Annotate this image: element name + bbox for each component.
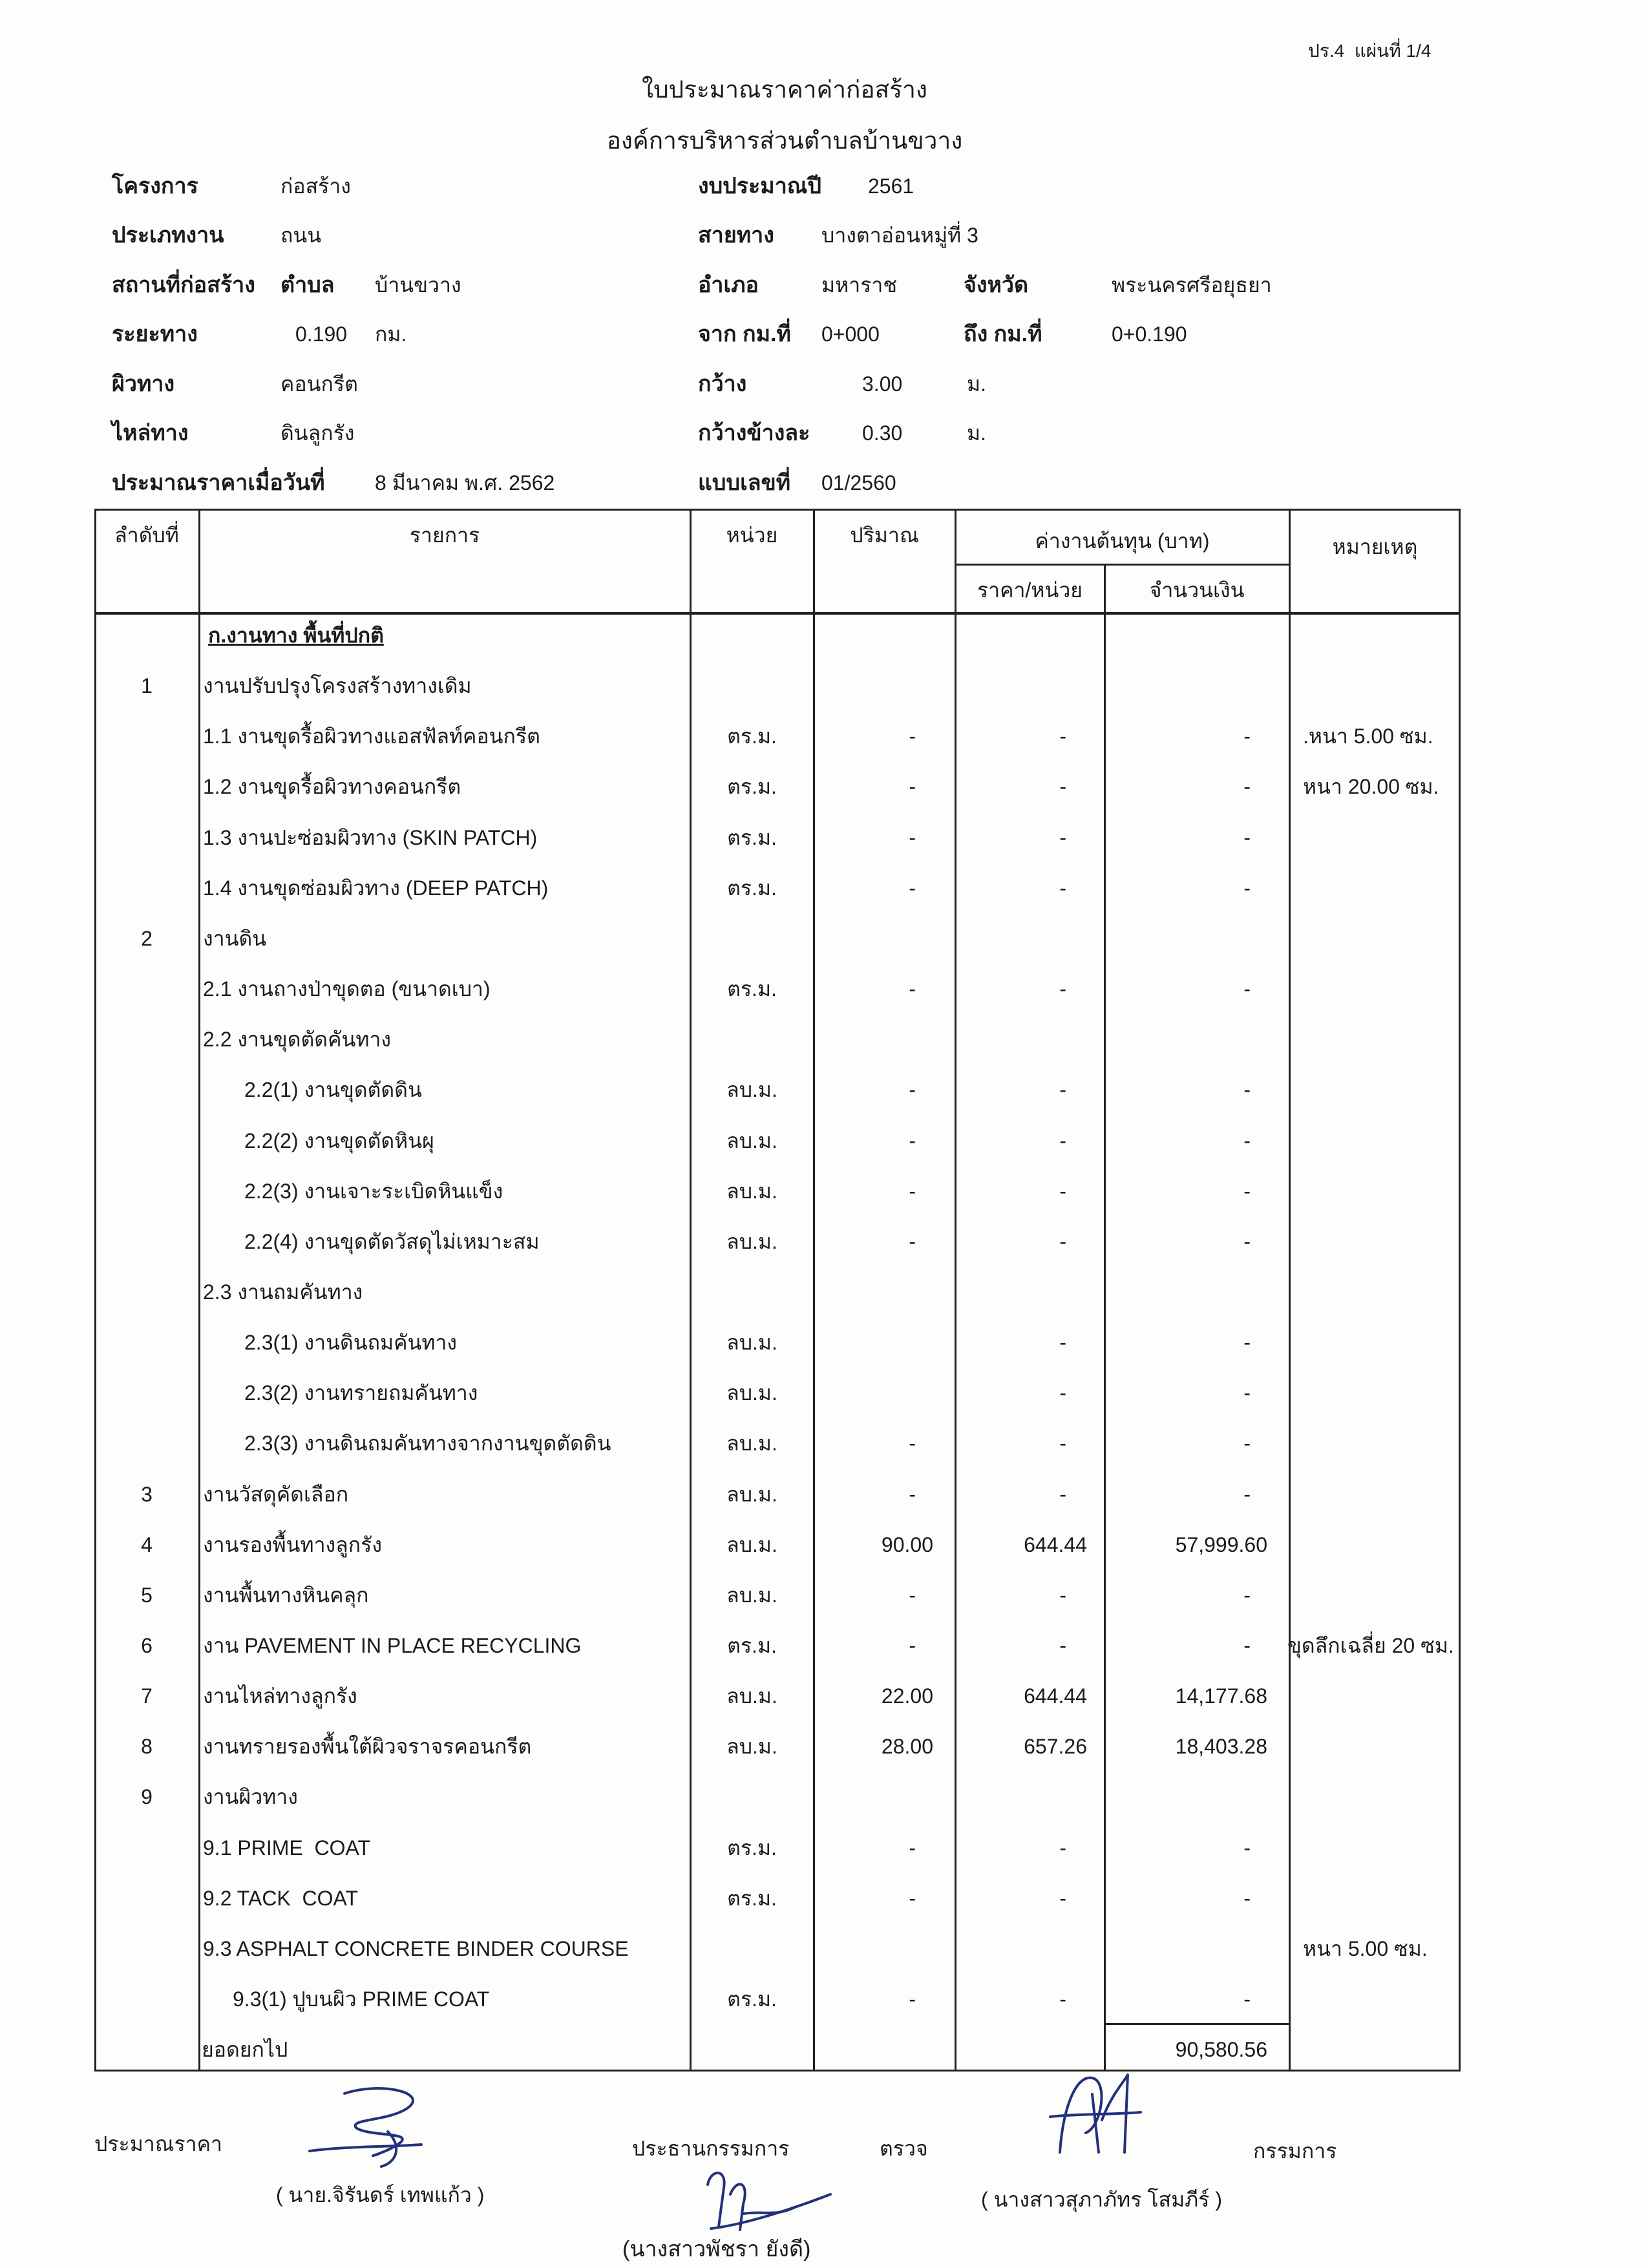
header-divider xyxy=(94,612,1461,615)
province-label: จังหวัด xyxy=(964,273,1029,297)
table-row xyxy=(0,1076,1648,1104)
row-number: 5 xyxy=(141,1584,153,1607)
header-item: รายการ xyxy=(409,524,480,547)
row-item: งาน PAVEMENT IN PLACE RECYCLING xyxy=(203,1634,582,1657)
row-unit-price: - xyxy=(1059,1432,1066,1455)
budget-year-label: งบประมาณปี xyxy=(698,174,821,198)
row-unit: ลบ.ม. xyxy=(726,1381,777,1404)
row-amount: 14,177.68 xyxy=(1175,1684,1267,1708)
row-amount: - xyxy=(1243,1483,1251,1506)
header-cost-group: ค่างานต้นทุน (บาท) xyxy=(1035,529,1210,553)
row-unit: ลบ.ม. xyxy=(726,1432,777,1455)
row-quantity: - xyxy=(909,1887,916,1910)
row-unit: ลบ.ม. xyxy=(726,1533,777,1556)
table-row xyxy=(0,1732,1648,1761)
row-unit-price: - xyxy=(1059,977,1066,1001)
row-item: งานวัสดุคัดเลือก xyxy=(203,1483,349,1506)
header-no: ลำดับที่ xyxy=(114,524,179,547)
estimator-name: ( นาย.จิรันดร์ เทพแก้ว ) xyxy=(276,2183,485,2207)
table-row xyxy=(0,1480,1648,1509)
row-unit-price: - xyxy=(1059,1634,1066,1657)
table-row xyxy=(0,1127,1648,1155)
work-type-value: ถนน xyxy=(280,224,322,247)
row-item: ก.งานทาง พื้นที่ปกติ xyxy=(208,624,384,647)
row-amount: - xyxy=(1243,1987,1251,2011)
inspect-label: ตรวจ xyxy=(880,2137,928,2160)
row-amount: - xyxy=(1243,1078,1251,1101)
table-row xyxy=(0,1682,1648,1710)
row-amount: - xyxy=(1243,826,1251,849)
row-number: 2 xyxy=(141,927,153,950)
row-unit: ลบ.ม. xyxy=(726,1584,777,1607)
carry-forward-label: ยอดยกไป xyxy=(202,2038,288,2061)
surface-value: คอนกรีต xyxy=(280,372,358,396)
district-value: มหาราช xyxy=(821,273,898,297)
row-item: งานปรับปรุงโครงสร้างทางเดิม xyxy=(203,674,472,697)
row-amount: - xyxy=(1243,1180,1251,1203)
to-km-label: ถึง กม.ที่ xyxy=(964,322,1042,346)
drawing-no-label: แบบเลขที่ xyxy=(698,471,791,495)
table-row xyxy=(0,1884,1648,1913)
row-item: 9.3 ASPHALT CONCRETE BINDER COURSE xyxy=(203,1937,629,1960)
row-unit: ตร.ม. xyxy=(727,977,777,1001)
table-row xyxy=(0,672,1648,700)
row-number: 4 xyxy=(141,1533,153,1556)
section-heading-row xyxy=(0,621,1648,650)
row-item: 2.3(1) งานดินถมคันทาง xyxy=(244,1331,458,1354)
row-item: งานพื้นทางหินคลุก xyxy=(203,1584,369,1607)
row-quantity: 22.00 xyxy=(881,1684,933,1708)
row-unit: ตร.ม. xyxy=(727,1987,777,2011)
row-item: 2.2(4) งานขุดตัดวัสดุไม่เหมาะสม xyxy=(244,1230,540,1253)
row-unit-price: - xyxy=(1059,1483,1066,1506)
row-quantity: - xyxy=(909,1987,916,2011)
row-item: 2.2(3) งานเจาะระเบิดหินแข็ง xyxy=(244,1180,503,1203)
row-unit: ลบ.ม. xyxy=(726,1735,777,1758)
row-quantity: - xyxy=(909,1129,916,1152)
district-label: อำเภอ xyxy=(698,273,759,297)
signature-chair xyxy=(708,2173,830,2230)
row-unit: ตร.ม. xyxy=(727,725,777,748)
row-quantity: - xyxy=(909,1180,916,1203)
route-label: สายทาง xyxy=(698,223,774,248)
row-quantity: 28.00 xyxy=(881,1735,933,1758)
row-amount: - xyxy=(1243,725,1251,748)
row-unit-price: - xyxy=(1059,826,1066,849)
row-item: 2.3(2) งานทรายถมคันทาง xyxy=(244,1381,478,1404)
row-remark: ขุดลึกเฉลี่ย 20 ซม. xyxy=(1287,1634,1454,1657)
row-quantity: - xyxy=(909,1230,916,1253)
row-amount: - xyxy=(1243,977,1251,1001)
row-quantity: - xyxy=(909,1432,916,1455)
table-row xyxy=(0,1531,1648,1559)
document-title: ใบประมาณราคาค่าก่อสร้าง xyxy=(642,76,927,103)
organization-name: องค์การบริหารส่วนตำบลบ้านขวาง xyxy=(606,127,963,154)
row-remark: .หนา 5.00 ซม. xyxy=(1303,725,1433,748)
shoulder-value: ดินลูกรัง xyxy=(280,421,355,445)
table-row xyxy=(0,1834,1648,1862)
row-unit: ตร.ม. xyxy=(727,775,777,798)
row-unit-price: - xyxy=(1059,775,1066,798)
row-amount: 18,403.28 xyxy=(1175,1735,1267,1758)
row-amount: - xyxy=(1243,1887,1251,1910)
row-remark: หนา 5.00 ซม. xyxy=(1303,1937,1428,1960)
carry-forward-amount: 90,580.56 xyxy=(1175,2038,1267,2061)
table-row xyxy=(0,1429,1648,1457)
row-item: งานทรายรองพื้นใต้ผิวจราจรคอนกรีต xyxy=(203,1735,532,1758)
row-unit: ลบ.ม. xyxy=(726,1180,777,1203)
total-box-divider xyxy=(1104,2023,1289,2025)
header-unit-price: ราคา/หน่วย xyxy=(977,578,1083,602)
row-quantity: - xyxy=(909,775,916,798)
row-quantity: - xyxy=(909,977,916,1001)
row-quantity: - xyxy=(909,826,916,849)
row-unit-price: - xyxy=(1059,1887,1066,1910)
estimate-date-value: 8 มีนาคม พ.ศ. 2562 xyxy=(375,471,555,494)
sheet-reference: ปร.4 แผ่นที่ 1/4 xyxy=(1308,41,1431,61)
member-name: ( นางสาวสุภาภัทร โสมภีร์ ) xyxy=(981,2188,1222,2211)
from-km-label: จาก กม.ที่ xyxy=(698,322,791,346)
row-unit: ตร.ม. xyxy=(727,826,777,849)
distance-value: 0.190 xyxy=(295,323,348,346)
row-unit-price: - xyxy=(1059,1078,1066,1101)
subdistrict-label: ตำบล xyxy=(280,273,335,297)
row-quantity: - xyxy=(909,1634,916,1657)
estimate-date-label: ประมาณราคาเมื่อวันที่ xyxy=(112,471,325,495)
row-item: งานรองพื้นทางลูกรัง xyxy=(203,1533,382,1556)
row-item: 2.2(2) งานขุดตัดหินผุ xyxy=(244,1129,434,1152)
row-unit-price: - xyxy=(1059,1987,1066,2011)
table-row xyxy=(0,1934,1648,1963)
row-number: 6 xyxy=(141,1634,153,1657)
row-item: 1.1 งานขุดรื้อผิวทางแอสฟัลท์คอนกรีต xyxy=(203,725,540,748)
signatures-ink xyxy=(0,2055,1648,2268)
row-unit: ลบ.ม. xyxy=(726,1684,777,1708)
estimator-label: ประมาณราคา xyxy=(94,2132,222,2156)
shoulder-width-label: กว้างข้างละ xyxy=(698,421,810,445)
row-unit-price: - xyxy=(1059,1836,1066,1860)
subdistrict-value: บ้านขวาง xyxy=(375,273,461,297)
signature-member xyxy=(1050,2075,1141,2152)
row-unit-price: - xyxy=(1059,1381,1066,1404)
subheader-divider xyxy=(955,564,1289,566)
row-unit: ลบ.ม. xyxy=(726,1078,777,1101)
shoulder-width-unit: ม. xyxy=(967,421,986,445)
table-row xyxy=(0,1177,1648,1205)
to-km-value: 0+0.190 xyxy=(1112,323,1187,346)
table-row xyxy=(0,1985,1648,2013)
table-row xyxy=(0,772,1648,801)
table-row xyxy=(0,823,1648,852)
row-item: งานไหล่ทางลูกรัง xyxy=(203,1684,357,1708)
table-row xyxy=(0,874,1648,902)
row-unit-price: - xyxy=(1059,1584,1066,1607)
shoulder-width-value: 0.30 xyxy=(862,421,903,445)
row-unit-price: - xyxy=(1059,1180,1066,1203)
table-row xyxy=(0,1379,1648,1407)
row-item: 9.3(1) ปูบนผิว PRIME COAT xyxy=(233,1987,490,2011)
row-item: 1.3 งานปะซ่อมผิวทาง (SKIN PATCH) xyxy=(203,826,538,849)
signature-estimator xyxy=(310,2088,421,2167)
header-amount: จำนวนเงิน xyxy=(1149,578,1245,602)
row-number: 1 xyxy=(141,674,153,697)
row-amount: - xyxy=(1243,1331,1251,1354)
row-number: 9 xyxy=(141,1785,153,1808)
row-quantity: - xyxy=(909,725,916,748)
header-remark: หมายเหตุ xyxy=(1332,535,1418,558)
row-amount: - xyxy=(1243,876,1251,900)
shoulder-label: ไหล่ทาง xyxy=(112,421,189,445)
table-row xyxy=(0,1328,1648,1357)
row-unit: ลบ.ม. xyxy=(726,1483,777,1506)
row-item: 2.2(1) งานขุดตัดดิน xyxy=(244,1078,422,1101)
row-unit-price: - xyxy=(1059,876,1066,900)
row-item: งานดิน xyxy=(203,927,267,950)
surface-label: ผิวทาง xyxy=(112,372,175,396)
row-amount: - xyxy=(1243,1230,1251,1253)
row-remark: หนา 20.00 ซม. xyxy=(1303,775,1439,798)
row-item: 9.2 TACK COAT xyxy=(203,1887,359,1910)
row-unit: ตร.ม. xyxy=(727,1836,777,1860)
row-unit: ตร.ม. xyxy=(727,1634,777,1657)
table-row xyxy=(0,1631,1648,1660)
table-row xyxy=(0,1581,1648,1609)
row-amount: - xyxy=(1243,1634,1251,1657)
row-quantity: 90.00 xyxy=(881,1533,933,1556)
row-quantity: - xyxy=(909,1584,916,1607)
project-label: โครงการ xyxy=(112,174,198,198)
row-item: 2.3(3) งานดินถมคันทางจากงานขุดตัดดิน xyxy=(244,1432,611,1455)
row-number: 3 xyxy=(141,1483,153,1506)
row-unit: ลบ.ม. xyxy=(726,1331,777,1354)
row-quantity: - xyxy=(909,1078,916,1101)
row-amount: - xyxy=(1243,1584,1251,1607)
province-value: พระนครศรีอยุธยา xyxy=(1112,273,1272,297)
table-row xyxy=(0,924,1648,953)
row-quantity: - xyxy=(909,1836,916,1860)
from-km-value: 0+000 xyxy=(821,323,880,346)
row-item: 1.2 งานขุดรื้อผิวทางคอนกรีต xyxy=(203,775,461,798)
row-unit-price: - xyxy=(1059,725,1066,748)
drawing-no-value: 01/2560 xyxy=(821,471,896,494)
member-label: กรรมการ xyxy=(1253,2139,1337,2163)
row-quantity: - xyxy=(909,1483,916,1506)
distance-unit: กม. xyxy=(375,323,407,346)
chair-label: ประธานกรรมการ xyxy=(632,2137,790,2160)
row-amount: - xyxy=(1243,1836,1251,1860)
row-unit-price: 657.26 xyxy=(1024,1735,1087,1758)
project-value: ก่อสร้าง xyxy=(280,175,351,198)
header-unit: หน่วย xyxy=(726,524,778,547)
table-row xyxy=(0,1783,1648,1811)
table-row xyxy=(0,722,1648,750)
row-unit: ลบ.ม. xyxy=(726,1230,777,1253)
row-item: 2.3 งานถมคันทาง xyxy=(203,1280,363,1304)
row-unit-price: 644.44 xyxy=(1024,1684,1087,1708)
row-unit: ตร.ม. xyxy=(727,1887,777,1910)
distance-label: ระยะทาง xyxy=(112,322,198,346)
width-unit: ม. xyxy=(967,372,986,396)
row-amount: - xyxy=(1243,1129,1251,1152)
site-label: สถานที่ก่อสร้าง xyxy=(112,273,255,297)
header-quantity: ปริมาณ xyxy=(850,524,919,547)
row-amount: - xyxy=(1243,1381,1251,1404)
row-number: 8 xyxy=(141,1735,153,1758)
row-number: 7 xyxy=(141,1684,153,1708)
row-unit-price: - xyxy=(1059,1331,1066,1354)
row-unit: ตร.ม. xyxy=(727,876,777,900)
row-item: งานผิวทาง xyxy=(203,1785,298,1808)
budget-year-value: 2561 xyxy=(868,175,914,198)
row-item: 2.2 งานขุดตัดคันทาง xyxy=(203,1028,392,1051)
width-value: 3.00 xyxy=(862,372,903,396)
table-row xyxy=(0,1278,1648,1306)
row-unit: ลบ.ม. xyxy=(726,1129,777,1152)
chair-name: (นางสาวพัชรา ยังดี) xyxy=(622,2237,811,2262)
row-unit-price: 644.44 xyxy=(1024,1533,1087,1556)
row-item: 2.1 งานถางป่าขุดตอ (ขนาดเบา) xyxy=(203,977,491,1001)
row-item: 1.4 งานขุดซ่อมผิวทาง (DEEP PATCH) xyxy=(203,876,549,900)
row-amount: - xyxy=(1243,1432,1251,1455)
row-amount: 57,999.60 xyxy=(1175,1533,1267,1556)
table-row xyxy=(0,1025,1648,1054)
row-unit-price: - xyxy=(1059,1230,1066,1253)
work-type-label: ประเภทงาน xyxy=(112,223,224,248)
table-row xyxy=(0,975,1648,1003)
width-label: กว้าง xyxy=(698,372,747,396)
row-quantity: - xyxy=(909,876,916,900)
table-row xyxy=(0,1227,1648,1256)
row-item: 9.1 PRIME COAT xyxy=(203,1836,371,1860)
row-unit-price: - xyxy=(1059,1129,1066,1152)
row-amount: - xyxy=(1243,775,1251,798)
route-value: บางตาอ่อนหมู่ที่ 3 xyxy=(821,224,978,247)
